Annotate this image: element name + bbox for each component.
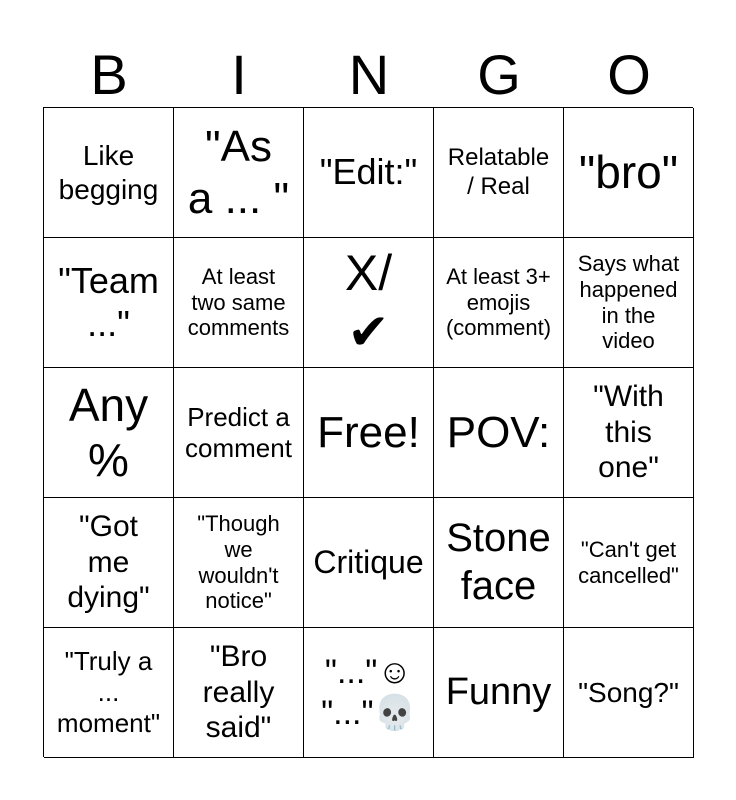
bingo-header <box>44 44 694 106</box>
bingo-cell[interactable]: At least two same comments <box>174 238 304 368</box>
header-letter-b: B <box>90 43 128 106</box>
bingo-cell[interactable]: "Got me dying" <box>44 498 174 628</box>
header-letter-o: O <box>607 43 651 106</box>
bingo-cell[interactable]: "Can't get cancelled" <box>564 498 694 628</box>
bingo-board <box>43 107 693 757</box>
bingo-cell[interactable]: At least 3+ emojis (comment) <box>434 238 564 368</box>
header-letter-g: G <box>477 43 521 106</box>
bingo-cell[interactable]: Like begging <box>44 108 174 238</box>
bingo-cell[interactable]: Free! <box>304 368 434 498</box>
bingo-cell[interactable]: "bro" <box>564 108 694 238</box>
bingo-cell[interactable]: "Truly a ... moment" <box>44 628 174 758</box>
bingo-cell[interactable]: "Bro really said" <box>174 628 304 758</box>
bingo-cell[interactable]: Predict a comment <box>174 368 304 498</box>
bingo-cell[interactable]: "Song?" <box>564 628 694 758</box>
header-letter-n: N <box>348 43 390 106</box>
bingo-cell[interactable]: Relatable / Real <box>434 108 564 238</box>
bingo-cell[interactable]: "Edit:" <box>304 108 434 238</box>
bingo-cell[interactable]: Funny <box>434 628 564 758</box>
bingo-cell[interactable]: Stone face <box>434 498 564 628</box>
bingo-cell[interactable]: Any % <box>44 368 174 498</box>
bingo-cell[interactable]: Critique <box>304 498 434 628</box>
bingo-cell[interactable]: "With this one" <box>564 368 694 498</box>
bingo-cell[interactable]: X/ ✔ <box>304 238 434 368</box>
bingo-cell[interactable]: "Though we wouldn't notice" <box>174 498 304 628</box>
bingo-cell[interactable]: "..."☺ "..."💀 <box>304 628 434 758</box>
bingo-cell[interactable]: Says what happened in the video <box>564 238 694 368</box>
bingo-cell[interactable]: "As a ... " <box>174 108 304 238</box>
bingo-cell[interactable]: POV: <box>434 368 564 498</box>
header-letter-i: I <box>231 43 247 106</box>
bingo-cell[interactable]: "Team ..." <box>44 238 174 368</box>
